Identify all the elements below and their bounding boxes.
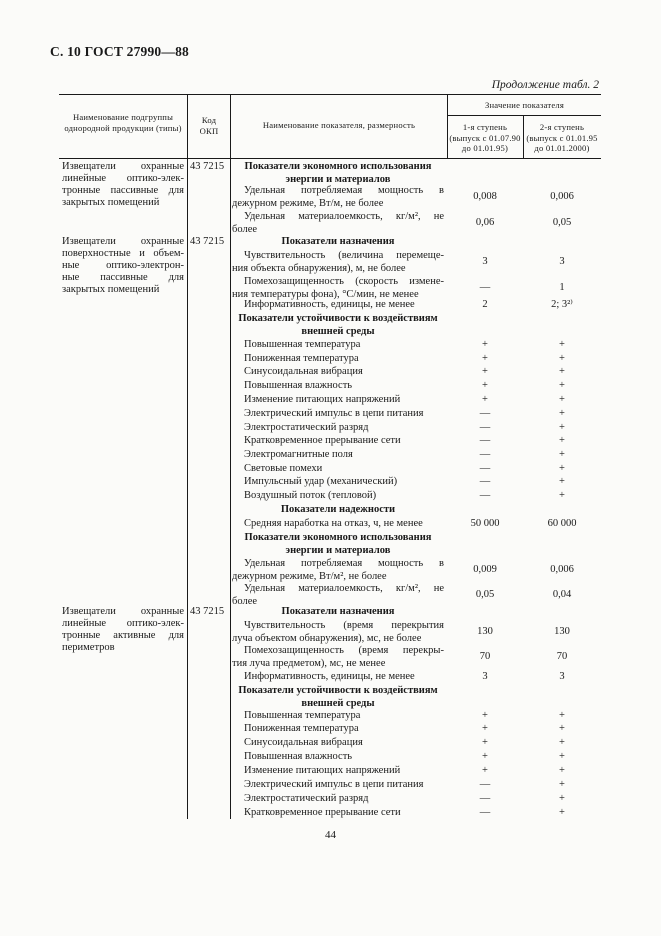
value-level-2: 0,006 <box>550 564 574 576</box>
indicator-name: Электростатический разряд <box>244 422 369 433</box>
value-level-1: + <box>482 394 488 405</box>
section-heading: внешней среды <box>301 697 375 709</box>
value-level-1: + <box>482 339 488 350</box>
section-heading: энергии и материалов <box>285 544 391 556</box>
subgroup-1-line: закрытых помещений <box>62 197 160 208</box>
subgroup-2-line: ные оптико-электрон- <box>62 260 184 271</box>
section-heading: Показатели назначения <box>281 236 395 247</box>
value-level-2: 3 <box>559 671 565 682</box>
indicator-name: Чувствительность (время перекрытия <box>244 620 444 631</box>
value-level-2: 2; 3²⁾ <box>551 299 573 310</box>
indicator-name: Синусоидальная вибрация <box>244 366 363 377</box>
subgroup-2-code: 43 7215 <box>190 236 225 247</box>
indicator-name: луча объектом обнаружения), мс, не более <box>232 632 422 644</box>
indicator-name: Изменение питающих напряжений <box>244 394 401 405</box>
value-level-1: 0,009 <box>473 564 497 576</box>
indicator-name: Электрический импульс в цепи питания <box>244 408 424 419</box>
value-level-1: 0,008 <box>473 191 497 203</box>
indicator-name: Чувствительность (величина перемеще- <box>244 250 444 261</box>
value-level-2: 3 <box>559 256 565 268</box>
value-level-1: 0,05 <box>475 589 495 601</box>
value-level-2: 70 <box>556 651 568 663</box>
header-value: Значение показателя <box>484 100 565 110</box>
value-level-2: + <box>559 463 565 474</box>
value-level-1: — <box>479 282 491 294</box>
value-level-1: + <box>482 765 488 776</box>
indicator-name: Воздушный поток (тепловой) <box>244 490 377 501</box>
indicator-name: Повышенная температура <box>244 710 361 721</box>
subgroup-2-line: поверхностные и объем- <box>62 248 184 259</box>
value-level-2: + <box>559 353 565 364</box>
value-level-1: + <box>482 751 488 762</box>
header-indicator: Наименование показателя, размерность <box>262 120 416 130</box>
subgroup-3-line: Извещатели охранные <box>62 606 184 617</box>
header-level-1: 1-я ступень (выпуск с 01.07.90 до 01.01.95) <box>449 122 521 153</box>
subgroup-2-line: ные пассивные для <box>62 272 184 283</box>
subgroup-1-code: 43 7215 <box>190 161 225 172</box>
indicator-name: Пониженная температура <box>244 723 359 734</box>
value-level-1: + <box>482 353 488 364</box>
table-top-rule <box>59 94 601 95</box>
value-level-1: — <box>479 779 491 790</box>
value-level-2: + <box>559 751 565 762</box>
value-level-1: — <box>479 490 491 501</box>
value-level-2: + <box>559 394 565 405</box>
indicator-name: Повышенная влажность <box>244 380 353 391</box>
subgroup-1-line: тронные пассивные для <box>62 185 184 196</box>
value-level-1: + <box>482 723 488 734</box>
value-level-2: + <box>559 339 565 350</box>
value-level-2: + <box>559 366 565 377</box>
indicator-name: дежурном режиме, Вт/м, не более <box>232 197 384 209</box>
value-level-1: + <box>482 380 488 391</box>
indicator-name: Средняя наработка на отказ, ч, не менее <box>244 518 423 529</box>
indicator-name: дежурном режиме, Вт/м², не более <box>232 570 387 582</box>
value-level-1: + <box>482 737 488 748</box>
header-subgroup: Наименование подгруппы однородной продукции (типы) <box>64 112 182 133</box>
value-level-1: — <box>479 435 491 446</box>
section-heading: внешней среды <box>301 325 375 337</box>
value-level-1: + <box>482 366 488 377</box>
table-continuation-label: Продолжение табл. 2 <box>491 79 599 91</box>
indicator-name: Электрический импульс в цепи питания <box>244 779 424 790</box>
value-header-divider <box>447 115 601 116</box>
value-level-2: + <box>559 779 565 790</box>
value-level-1: 3 <box>482 671 488 682</box>
subgroup-3-line: периметров <box>62 642 115 653</box>
value-level-2: 0,04 <box>552 589 572 601</box>
col-divider-4 <box>523 115 524 158</box>
value-level-2: 0,006 <box>550 191 574 203</box>
value-level-2: + <box>559 435 565 446</box>
col-divider-2 <box>230 94 231 819</box>
indicator-name: Электростатический разряд <box>244 793 369 804</box>
value-level-1: — <box>479 408 491 419</box>
indicator-name: тия луча предметом), мс, не менее <box>232 657 386 669</box>
value-level-1: 130 <box>477 626 493 638</box>
value-level-1: + <box>482 710 488 721</box>
indicator-name: Информативность, единицы, не менее <box>244 299 415 310</box>
indicator-name: Синусоидальная вибрация <box>244 737 363 748</box>
value-level-2: 1 <box>559 282 565 294</box>
indicator-name: Помехозащищенность (скорость измене- <box>244 276 444 287</box>
value-level-2: + <box>559 408 565 419</box>
col-divider-3 <box>447 94 448 158</box>
page-header: С. 10 ГОСТ 27990—88 <box>50 44 189 59</box>
value-level-1: — <box>479 793 491 804</box>
value-level-2: + <box>559 765 565 776</box>
indicator-name: Удельная материалоемкость, кг/м², не <box>244 211 444 222</box>
value-level-1: — <box>479 807 491 818</box>
indicator-name: более <box>232 595 258 607</box>
indicator-name: Повышенная температура <box>244 339 361 350</box>
indicator-name: ния температуры фона), °С/мин, не менее <box>232 288 419 300</box>
indicator-name: Пониженная температура <box>244 353 359 364</box>
value-level-1: — <box>479 463 491 474</box>
header-level-2: 2-я ступень (выпуск с 01.01.95 до 01.01.2000) <box>526 122 598 153</box>
value-level-1: — <box>479 422 491 433</box>
value-level-2: + <box>559 807 565 818</box>
value-level-2: + <box>559 793 565 804</box>
indicator-name: Электромагнитные поля <box>244 449 353 460</box>
indicator-name: Информативность, единицы, не менее <box>244 671 415 682</box>
col-divider-1 <box>187 94 188 819</box>
indicator-name: Кратковременное прерывание сети <box>244 807 401 818</box>
header-code: Код ОКП <box>199 115 219 136</box>
section-heading: Показатели устойчивости к воздействиям <box>238 685 438 696</box>
value-level-1: — <box>479 476 491 487</box>
value-level-2: 60 000 <box>547 518 577 529</box>
value-level-2: + <box>559 710 565 721</box>
indicator-name: Кратковременное прерывание сети <box>244 435 401 446</box>
subgroup-2-line: закрытых помещений <box>62 284 160 295</box>
indicator-name: Изменение питающих напряжений <box>244 765 401 776</box>
section-heading: Показатели надежности <box>280 504 396 515</box>
value-level-2: 0,05 <box>552 217 572 229</box>
indicator-name: Удельная потребляемая мощность в <box>244 558 444 569</box>
section-heading: Показатели назначения <box>281 606 395 617</box>
value-level-2: + <box>559 723 565 734</box>
value-level-1: 0,06 <box>475 217 495 229</box>
value-level-2: + <box>559 380 565 391</box>
indicator-name: Импульсный удар (механический) <box>244 476 398 487</box>
value-level-1: 70 <box>479 651 491 663</box>
subgroup-1-line: Извещатели охранные <box>62 161 184 172</box>
subgroup-3-line: линейные оптико-элек- <box>62 618 184 629</box>
table-header-bottom-rule <box>59 158 601 159</box>
indicator-name: Помехозащищенность (время перекры- <box>244 645 444 656</box>
value-level-2: + <box>559 422 565 433</box>
page-number: 44 <box>325 829 336 841</box>
subgroup-3-line: тронные активные для <box>62 630 184 641</box>
indicator-name: Удельная материалоемкость, кг/м², не <box>244 583 444 594</box>
indicator-name: Повышенная влажность <box>244 751 353 762</box>
subgroup-2-line: Извещатели охранные <box>62 236 184 247</box>
subgroup-1-line: линейные оптико-элек- <box>62 173 184 184</box>
section-heading: энергии и материалов <box>285 173 391 185</box>
indicator-name: Световые помехи <box>244 463 323 474</box>
indicator-name: Удельная потребляемая мощность в <box>244 185 444 196</box>
subgroup-3-code: 43 7215 <box>190 606 225 617</box>
value-level-2: 130 <box>554 626 570 638</box>
value-level-2: + <box>559 490 565 501</box>
value-level-2: + <box>559 476 565 487</box>
value-level-1: 3 <box>482 256 488 268</box>
value-level-2: + <box>559 449 565 460</box>
indicator-name: ния объекта обнаружения), м, не более <box>232 262 406 274</box>
value-level-2: + <box>559 737 565 748</box>
value-level-1: 2 <box>482 299 488 310</box>
section-heading: Показатели экономного использования <box>244 161 432 172</box>
section-heading: Показатели экономного использования <box>244 532 432 543</box>
value-level-1: 50 000 <box>470 518 500 529</box>
section-heading: Показатели устойчивости к воздействиям <box>238 313 438 324</box>
indicator-name: более <box>232 223 258 235</box>
value-level-1: — <box>479 449 491 460</box>
